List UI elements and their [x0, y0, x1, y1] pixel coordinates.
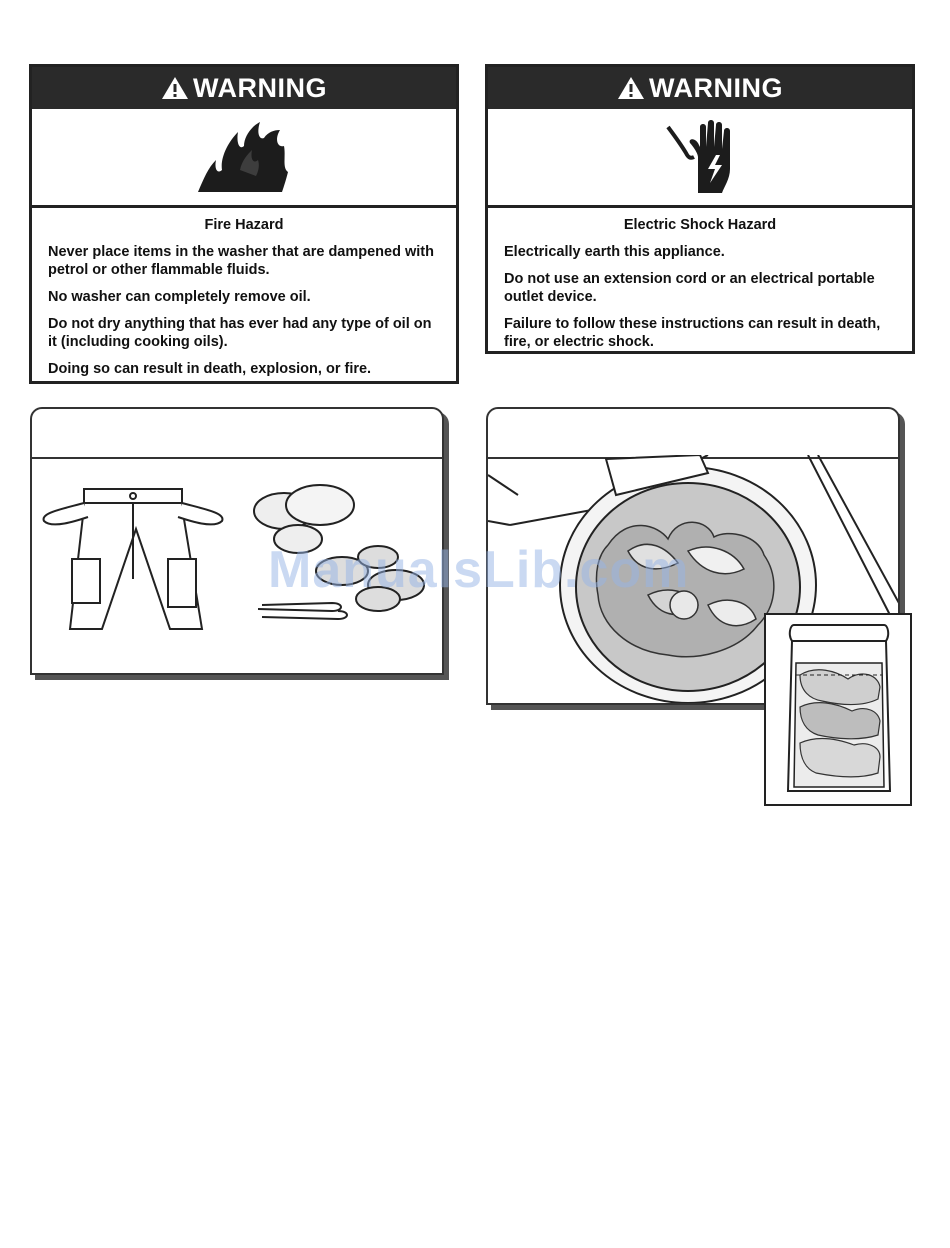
empty-pockets-panel	[30, 407, 444, 675]
shock-warning-header	[488, 67, 912, 109]
fire-warning-paragraph: Doing so can result in death, explosion, or fire.	[48, 361, 372, 377]
warning-triangle-icon	[617, 76, 645, 100]
coins-icon	[254, 485, 354, 553]
tub-clothes	[800, 670, 880, 777]
shock-warning-header-text: WARNING	[649, 72, 783, 103]
manualslib-watermark: ManualsLib.com	[268, 541, 690, 599]
shock-icon-area	[488, 109, 912, 208]
buttons-icon	[316, 546, 424, 611]
fire-warning-header	[32, 67, 456, 109]
shock-hazard-title: Electric Shock Hazard	[623, 217, 777, 233]
shock-warning-box	[485, 64, 915, 354]
fire-warning-body	[32, 208, 456, 397]
fire-warning-box	[29, 64, 459, 384]
fire-warning-header-text: WARNING	[193, 72, 327, 103]
fire-icon	[194, 120, 294, 194]
fire-warning-paragraph: No washer can completely remove oil.	[48, 289, 311, 305]
laundry-clothes	[596, 522, 773, 656]
fire-hazard-title: Fire Hazard	[204, 217, 284, 233]
shock-warning-body	[488, 208, 912, 370]
load-level-inset	[764, 613, 912, 806]
safety-pins-icon	[258, 603, 347, 619]
empty-pockets-illustration	[32, 459, 442, 673]
washer-tub-illustration	[766, 615, 910, 804]
warning-triangle-icon	[161, 76, 189, 100]
shock-warning-paragraph: Electrically earth this appliance.	[504, 244, 725, 260]
electric-shock-icon	[660, 117, 740, 197]
fire-warning-paragraph: Never place items in the washer that are dampened with petrol or other flammable fluids.	[48, 244, 434, 278]
pants-icon	[44, 489, 223, 629]
shock-warning-paragraph: Failure to follow these instructions can result in death, fire, or electric shock.	[504, 316, 881, 350]
panel-header-strip	[488, 409, 898, 459]
panel-header-strip	[32, 409, 442, 459]
fire-icon-area	[32, 109, 456, 208]
fire-warning-paragraph: Do not dry anything that has ever had any type of oil on it (including cooking oils).	[48, 316, 432, 350]
shock-warning-paragraph: Do not use an extension cord or an electrical portable outlet device.	[504, 271, 875, 305]
